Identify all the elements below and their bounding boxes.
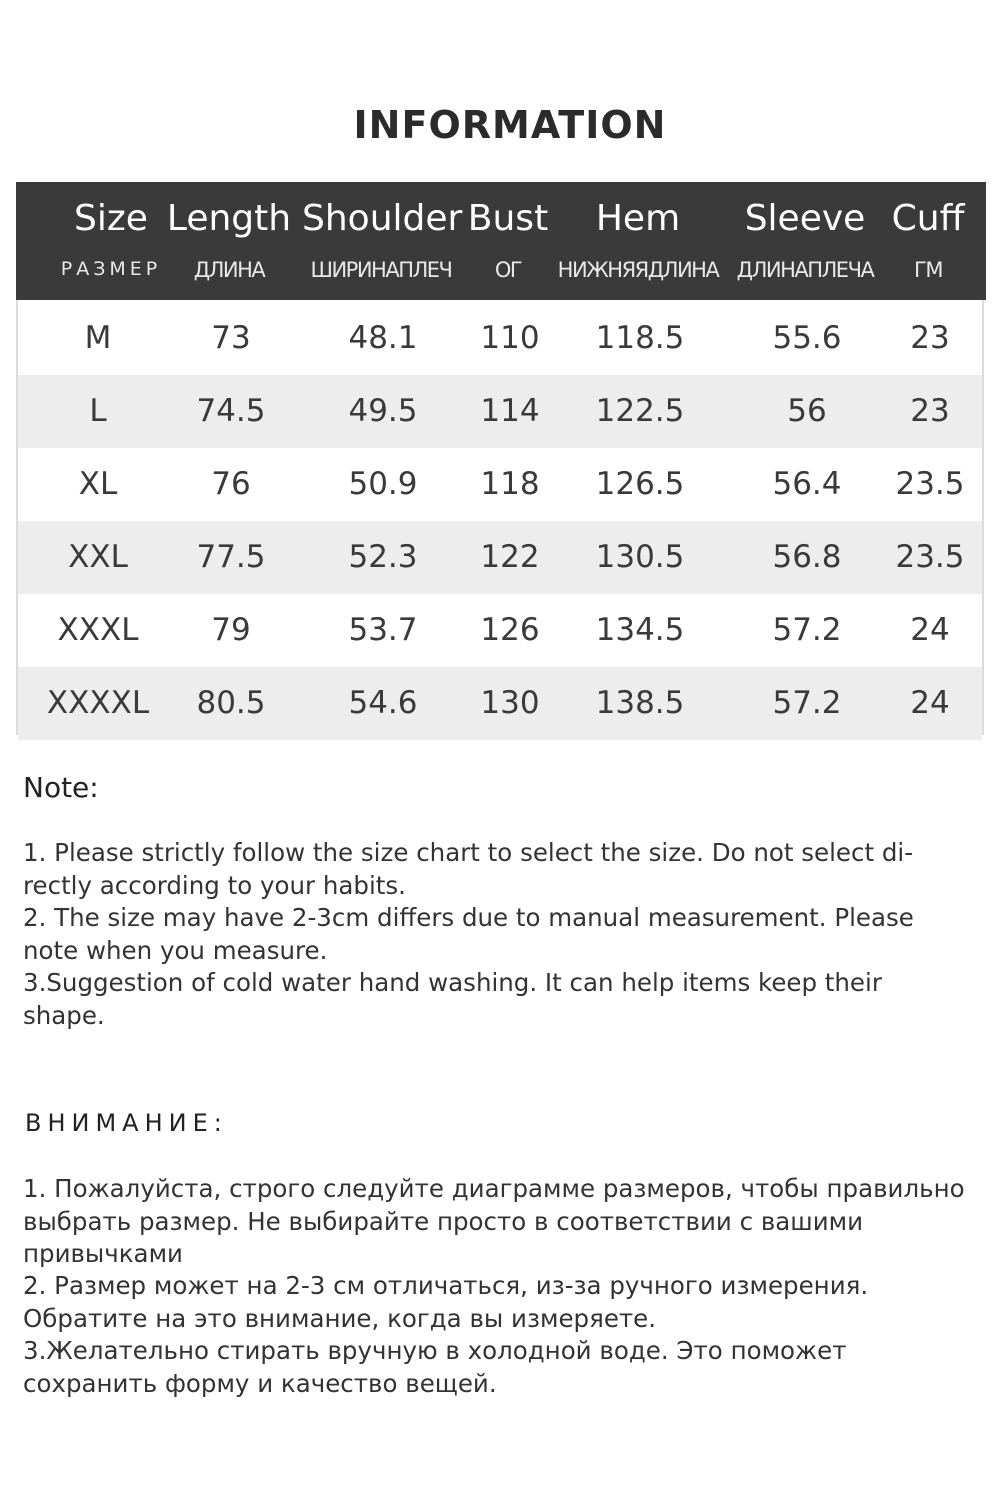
measurement-cell: 48.1 [348, 320, 418, 356]
column-header-label: Size [74, 198, 148, 239]
measurement-cell: 118.5 [595, 320, 685, 356]
size-cell: XL [78, 466, 118, 502]
measurement-cell: 50.9 [348, 466, 418, 502]
measurement-cell: 134.5 [595, 612, 685, 648]
measurement-cell: 122 [480, 539, 540, 575]
table-row [18, 448, 982, 521]
column-header-size [36, 182, 186, 300]
column-header-label: Length [166, 198, 292, 239]
size-cell: XXXL [57, 612, 139, 648]
column-header-label-ru: НИЖНЯЯДЛИНА [557, 258, 719, 282]
measurement-cell: 76 [211, 466, 251, 502]
measurement-cell: 56 [787, 393, 827, 429]
measurement-cell: 110 [480, 320, 540, 356]
measurement-cell: 54.6 [348, 685, 418, 721]
measurement-cell: 23.5 [895, 539, 965, 575]
measurement-cell: 24 [910, 612, 950, 648]
column-header-label-ru: ДЛИНАПЛЕЧА [736, 258, 874, 282]
measurement-cell: 79 [211, 612, 251, 648]
note-ru-item: 3.Желательно стирать вручную в холодной воде. Это поможет сохранить форму и качество вещей. [23, 1336, 847, 1398]
measurement-cell: 126 [480, 612, 540, 648]
size-cell: XXL [68, 539, 128, 575]
size-chart-table [16, 182, 984, 735]
table-row [18, 667, 982, 740]
measurement-cell: 56.4 [772, 466, 842, 502]
column-header-cuff [884, 182, 972, 300]
column-header-shoulder [302, 182, 463, 300]
column-header-bust [460, 182, 556, 300]
table-header [16, 182, 986, 300]
column-header-label: Shoulder [302, 198, 463, 239]
measurement-cell: 53.7 [348, 612, 418, 648]
measurement-cell: 74.5 [196, 393, 266, 429]
column-header-label-ru: РАЗМЕР [60, 258, 162, 280]
note-item: 1. Please strictly follow the size chart to select the size. Do not select di-rectly according to your habits. [23, 838, 914, 900]
size-cell: M [84, 320, 112, 356]
table-row [18, 594, 982, 667]
column-header-label: Sleeve [744, 198, 866, 239]
size-cell: XXXXL [46, 685, 150, 721]
note-ru-item: 2. Размер может на 2-3 см отличаться, из-за ручного измерения. Обратите на это внимание, когда вы измеряете. [23, 1271, 869, 1333]
column-header-label-ru: ДЛИНА [193, 258, 265, 282]
measurement-cell: 73 [211, 320, 251, 356]
table-row [18, 375, 982, 448]
measurement-cell: 57.2 [772, 612, 842, 648]
note-item: 2. The size may have 2-3cm differs due to manual measurement. Please note when you measure. [23, 903, 914, 965]
measurement-cell: 126.5 [595, 466, 685, 502]
table-row [18, 302, 982, 375]
measurement-cell: 23 [910, 393, 950, 429]
note-item: 3.Suggestion of cold water hand washing. It can help items keep their shape. [23, 968, 882, 1030]
column-header-label-ru: ОГ [494, 258, 522, 282]
column-header-label: Hem [595, 198, 681, 239]
measurement-cell: 57.2 [772, 685, 842, 721]
measurement-cell: 130.5 [595, 539, 685, 575]
measurement-cell: 56.8 [772, 539, 842, 575]
measurement-cell: 138.5 [595, 685, 685, 721]
measurement-cell: 23 [910, 320, 950, 356]
column-header-hem [556, 182, 720, 300]
note-ru-heading: ВНИМАНИЕ: [25, 1109, 228, 1137]
measurement-cell: 80.5 [196, 685, 266, 721]
column-header-label-ru: ШИРИНАПЛЕЧ [310, 258, 452, 282]
column-header-sleeve [726, 182, 884, 300]
measurement-cell: 55.6 [772, 320, 842, 356]
column-header-length [166, 182, 292, 300]
measurement-cell: 52.3 [348, 539, 418, 575]
measurement-cell: 24 [910, 685, 950, 721]
measurement-cell: 114 [480, 393, 540, 429]
size-cell: L [89, 393, 107, 429]
measurement-cell: 118 [480, 466, 540, 502]
note-ru-item: 1. Пожалуйста, строго следуйте диаграмме размеров, чтобы правильно выбрать размер. Не выбирайте просто в соответствии с вашими привычками [23, 1174, 965, 1268]
measurement-cell: 122.5 [595, 393, 685, 429]
column-header-label: Cuff [891, 198, 965, 239]
page-title: INFORMATION [353, 103, 667, 147]
column-header-label-ru: ГМ [914, 258, 942, 282]
measurement-cell: 23.5 [895, 466, 965, 502]
column-header-label: Bust [467, 198, 549, 239]
measurement-cell: 130 [480, 685, 540, 721]
measurement-cell: 49.5 [348, 393, 418, 429]
note-heading: Note: [23, 771, 99, 804]
table-row [18, 521, 982, 594]
measurement-cell: 77.5 [196, 539, 266, 575]
